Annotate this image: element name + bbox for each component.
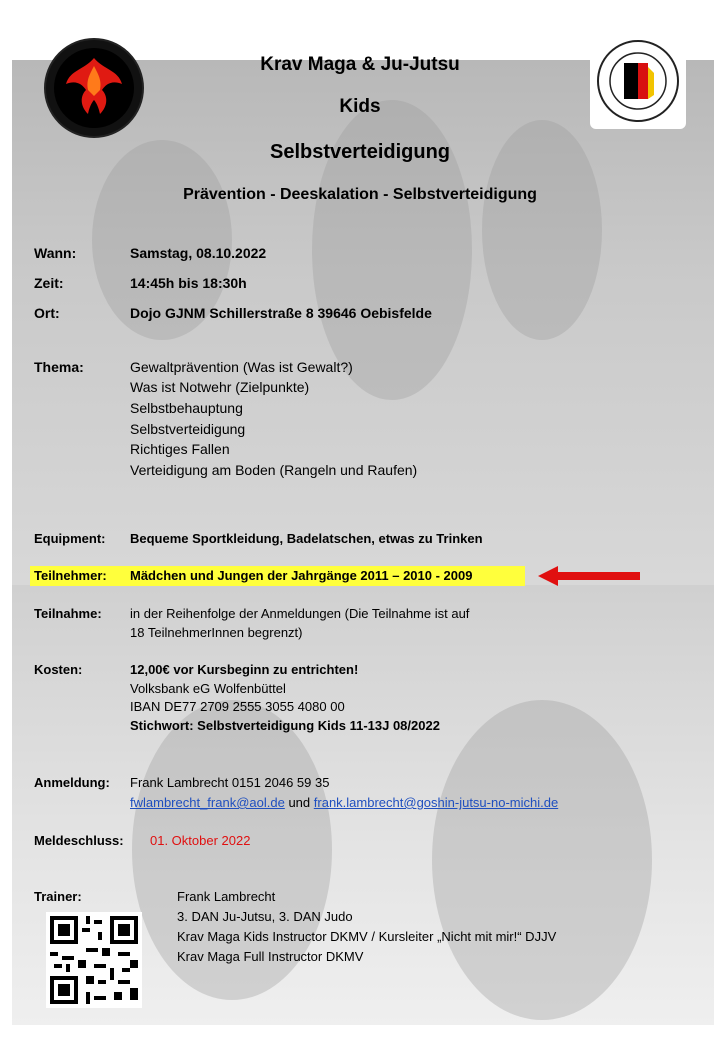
kosten-label: Kosten:	[34, 662, 83, 677]
trainer-label: Trainer:	[34, 889, 82, 904]
subtitle: Prävention - Deeskalation - Selbstverteidigung	[183, 186, 537, 203]
anmeldung-emails	[130, 795, 558, 810]
und-text: und	[288, 795, 311, 810]
qr-code	[46, 912, 142, 1008]
thema-item: Selbstbehauptung	[130, 400, 243, 416]
teilnehmer-label: Teilnehmer:	[34, 568, 107, 583]
ort-value: Dojo GJNM Schillerstraße 8 39646 Oebisfelde	[130, 305, 432, 321]
trainer-line: Krav Maga Kids Instructor DKMV / Kursleiter „Nicht mit mir!“ DJJV	[177, 929, 557, 944]
title-line1: Krav Maga & Ju-Jutsu	[260, 54, 460, 75]
kosten-line1: 12,00€ vor Kursbeginn zu entrichten!	[130, 662, 359, 677]
dojo-logo	[44, 38, 144, 138]
kosten-line2: Volksbank eG Wolfenbüttel	[130, 681, 286, 696]
trainer-line: Frank Lambrecht	[177, 889, 276, 904]
thema-item: Richtiges Fallen	[130, 441, 230, 457]
thema-item: Verteidigung am Boden (Rangeln und Raufen)	[130, 462, 418, 478]
trainer-line: 3. DAN Ju-Jutsu, 3. DAN Judo	[177, 909, 353, 924]
dkmv-logo	[590, 33, 686, 129]
teilnehmer-value: Mädchen und Jungen der Jahrgänge 2011 – 2010 - 2009	[130, 568, 473, 583]
equipment-label: Equipment:	[34, 531, 106, 546]
trainer-line: Krav Maga Full Instructor DKMV	[177, 949, 364, 964]
kosten-line4: Stichwort: Selbstverteidigung Kids 11-13J 08/2022	[130, 718, 440, 733]
meldeschluss-label: Meldeschluss:	[34, 833, 124, 848]
zeit-value: 14:45h bis 18:30h	[130, 275, 247, 291]
email-link-goshin[interactable]: frank.lambrecht@goshin-jutsu-no-michi.de	[313, 795, 559, 810]
teilnahme-line1: in der Reihenfolge der Anmeldungen (Die Teilnahme ist auf	[130, 606, 470, 621]
zeit-label: Zeit:	[34, 275, 64, 291]
email-link-aol[interactable]: fwlambrecht_frank@aol.de	[130, 795, 285, 810]
kosten-line3: IBAN DE77 2709 2555 3055 4080 00	[130, 699, 345, 714]
thema-item: Gewaltprävention (Was ist Gewalt?)	[130, 359, 353, 375]
anmeldung-line1: Frank Lambrecht 0151 2046 59 35	[130, 775, 330, 790]
thema-item: Was ist Notwehr (Zielpunkte)	[130, 379, 310, 395]
title-line2: Kids	[339, 96, 381, 117]
red-arrow-icon	[538, 566, 640, 586]
teilnahme-label: Teilnahme:	[34, 606, 102, 621]
equipment-value: Bequeme Sportkleidung, Badelatschen, etwas zu Trinken	[130, 531, 483, 546]
title-line3: Selbstverteidigung	[269, 141, 451, 163]
thema-label: Thema:	[34, 359, 84, 375]
thema-item: Selbstverteidigung	[130, 421, 246, 437]
ort-label: Ort:	[34, 305, 60, 321]
teilnahme-line2: 18 TeilnehmerInnen begrenzt)	[130, 625, 303, 640]
wann-label: Wann:	[34, 245, 77, 261]
wann-value: Samstag, 08.10.2022	[130, 245, 267, 261]
meldeschluss-date: 01. Oktober 2022	[150, 833, 251, 848]
anmeldung-label: Anmeldung:	[34, 775, 110, 790]
